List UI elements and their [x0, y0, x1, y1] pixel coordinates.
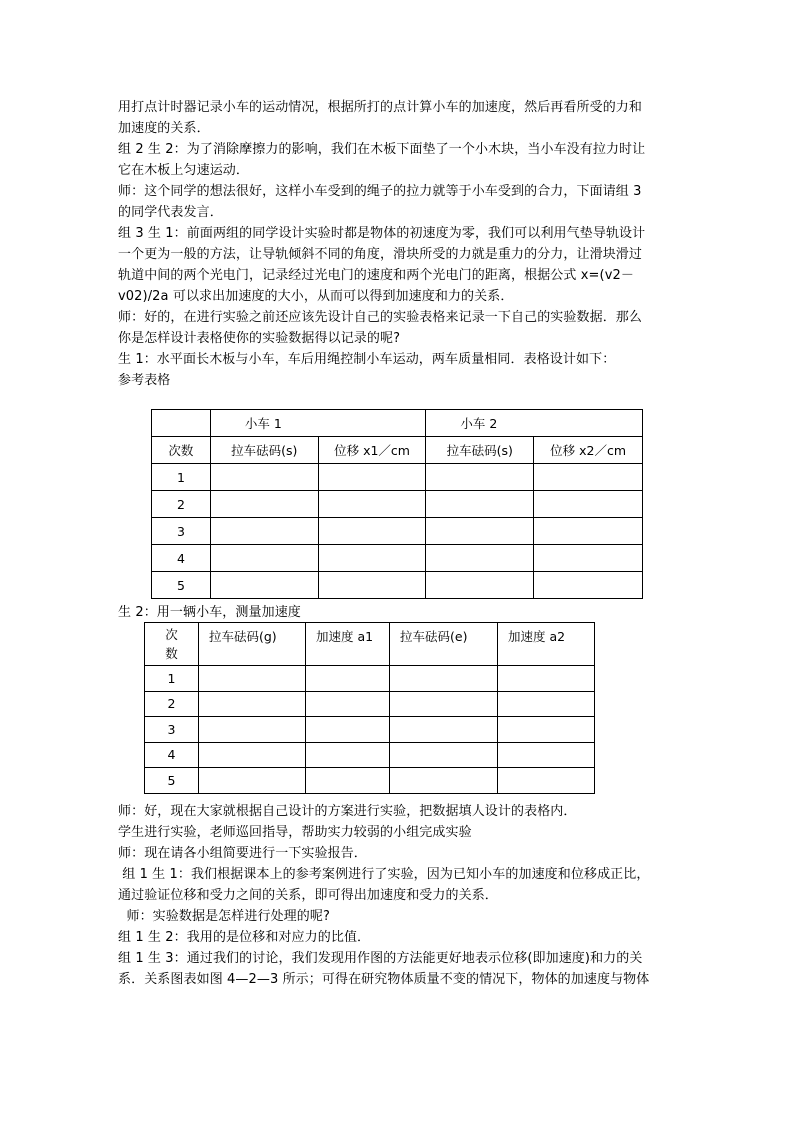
text-line: 组 1 生 2：我用的是位移和对应力的比值．: [118, 930, 371, 945]
table-cell: [426, 491, 534, 518]
row-number: 5: [152, 572, 211, 599]
text-line: 师：这个同学的想法很好，这样小车受到的绳子的拉力就等于小车受到的合力，下面请组 3: [118, 184, 642, 199]
table-row: [145, 666, 595, 692]
column-header: 拉车砝码(e): [390, 623, 498, 666]
table-row: [152, 518, 643, 545]
table-cell: [210, 464, 318, 491]
column-header: 拉车砝码(g): [199, 623, 306, 666]
text-line: 轨道中间的两个光电门，记录经过光电门的速度和两个光电门的距离，根据公式 x=(v2－: [118, 268, 634, 283]
text-line: 参考表格: [118, 373, 171, 388]
table-cell: [534, 491, 643, 518]
table-cell: [498, 768, 595, 794]
table-row: [145, 717, 595, 743]
table-cell: [306, 768, 390, 794]
table-row: [152, 464, 643, 491]
text-line: 组 2 生 2：为了消除摩擦力的影响，我们在木板下面垫了一个小木块，当小车没有拉力时让: [118, 142, 646, 157]
text-line: 一个更为一般的方法，让导轨倾斜不同的角度，滑块所受的力就是重力的分力，让滑块滑过: [118, 247, 643, 262]
text-line: 组 3 生 1：前面两组的同学设计实验时都是物体的初速度为零，我们可以利用气垫导轨设计: [118, 226, 646, 241]
table-cell: [199, 691, 306, 717]
table-cell: [152, 410, 211, 437]
row-number: 1: [145, 666, 199, 692]
table-row: [152, 410, 643, 437]
table-cell: [390, 717, 498, 743]
table-cell: [498, 666, 595, 692]
text-line: 组 1 生 3：通过我们的讨论，我们发现用作图的方法能更好地表示位移(即加速度)和力的关: [118, 951, 643, 966]
text-line: 用打点计时器记录小车的运动情况，根据所打的点计算小车的加速度，然后再看所受的力和: [118, 100, 643, 115]
table-cell: [318, 518, 426, 545]
table-cell: [318, 464, 426, 491]
table-cell: [210, 572, 318, 599]
column-header: 加速度 a1: [306, 623, 390, 666]
table-cell: [390, 666, 498, 692]
table-cell: [390, 691, 498, 717]
row-number: 3: [152, 518, 211, 545]
text-line: 加速度的关系．: [118, 121, 210, 136]
table-cell: [318, 491, 426, 518]
text-line: 通过验证位移和受力之间的关系，即可得出加速度和受力的关系．: [118, 888, 498, 903]
table-cell: [199, 717, 306, 743]
text-line: 系．关系图表如图 4—2—3 所示；可得在研究物体质量不变的情况下，物体的加速度与物体: [118, 972, 650, 987]
row-number: 4: [152, 545, 211, 572]
text-line: v02)/2a 可以求出加速度的大小，从而可以得到加速度和力的关系．: [118, 289, 514, 304]
table-cell: [199, 768, 306, 794]
table-cell: [210, 545, 318, 572]
text-line: 师：现在请各小组简要进行一下实验报告．: [118, 846, 367, 861]
row-number: 1: [152, 464, 211, 491]
table-cell: [199, 742, 306, 768]
text-line: 组 1 生 1：我们根据课本上的参考案例进行了实验，因为已知小车的加速度和位移成正比，: [118, 867, 650, 882]
table-row: [152, 572, 643, 599]
table-cell: [426, 518, 534, 545]
group-header-cart-2: 小车 2: [426, 410, 643, 437]
column-header: 加速度 a2: [498, 623, 595, 666]
table-cell: [306, 742, 390, 768]
table-cell: [426, 464, 534, 491]
text-line: 生 1：水平面长木板与小车，车后用绳控制小车运动，两车质量相同．表格设计如下：: [118, 352, 616, 367]
row-number: 5: [145, 768, 199, 794]
acceleration-table-one-cart: [144, 622, 595, 794]
text-line: 师：好，现在大家就根据自己设计的方案进行实验，把数据填人设计的表格内．: [118, 804, 577, 819]
table-cell: [306, 666, 390, 692]
text-line: 生 2：用一辆小车，测量加速度: [118, 605, 301, 620]
column-header: 位移 x1／cm: [318, 437, 426, 464]
row-number: 4: [145, 742, 199, 768]
table-cell: [534, 572, 643, 599]
table-cell: [534, 464, 643, 491]
table-row: [145, 623, 595, 666]
table-cell: [498, 717, 595, 743]
table-cell: [210, 518, 318, 545]
table-cell: [534, 545, 643, 572]
row-number: 2: [152, 491, 211, 518]
column-header: 拉车砝码(s): [426, 437, 534, 464]
table-row: [152, 491, 643, 518]
table-cell: [534, 518, 643, 545]
text-line: 你是怎样设计表格使你的实验数据得以记录的呢?: [118, 331, 401, 346]
column-header: 次 数: [145, 623, 199, 666]
table-row: [152, 545, 643, 572]
text-line: 它在木板上匀速运动．: [118, 163, 250, 178]
table-cell: [390, 768, 498, 794]
table-cell: [318, 572, 426, 599]
text-line: 学生进行实验，老师巡回指导，帮助实力较弱的小组完成实验: [118, 825, 472, 840]
text-line: 的同学代表发言．: [118, 205, 223, 220]
text-line: 师：好的，在进行实验之前还应该先设计自己的实验表格来记录一下自己的实验数据．那么: [118, 310, 643, 325]
table-cell: [426, 572, 534, 599]
row-number: 2: [145, 691, 199, 717]
reference-table-two-carts: [151, 409, 643, 599]
table-row: [145, 691, 595, 717]
column-header: 位移 x2／cm: [534, 437, 643, 464]
table-cell: [426, 545, 534, 572]
table-cell: [306, 717, 390, 743]
group-header-cart-1: 小车 1: [210, 410, 426, 437]
table-cell: [390, 742, 498, 768]
text-line: 师：实验数据是怎样进行处理的呢?: [118, 909, 330, 924]
table-cell: [498, 742, 595, 768]
table-cell: [498, 691, 595, 717]
column-header: 次数: [152, 437, 211, 464]
table-row: [145, 768, 595, 794]
table-cell: [210, 491, 318, 518]
table-cell: [318, 545, 426, 572]
row-number: 3: [145, 717, 199, 743]
column-header: 拉车砝码(s): [210, 437, 318, 464]
table-cell: [306, 691, 390, 717]
table-cell: [199, 666, 306, 692]
table-row: [152, 437, 643, 464]
table-row: [145, 742, 595, 768]
